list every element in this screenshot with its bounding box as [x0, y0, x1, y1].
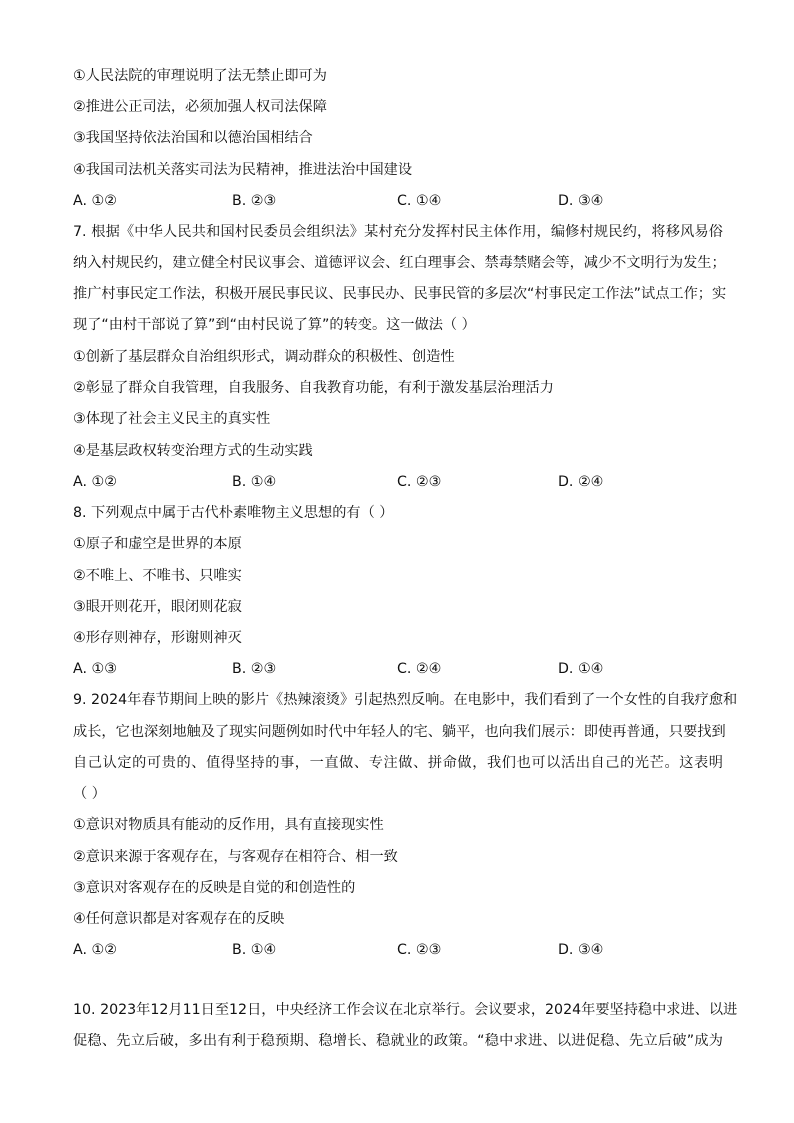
q7-stem-line-1: 7. 根据《中华人民共和国村民委员会组织法》某村充分发挥村民主体作用，编修村规民约，将移风易俗: [73, 224, 723, 240]
q8-option-b: B. ②③: [232, 661, 277, 677]
q6-item-4: ④我国司法机关落实司法为民精神，推进法治中国建设: [73, 162, 413, 178]
q7-stem-line-4: 现了“由村干部说了算”到“由村民说了算”的转变。这一做法（ ）: [73, 317, 476, 333]
q6-item-2: ②推进公正司法，必须加强人权司法保障: [73, 99, 327, 115]
q8-item-4: ④形存则神存，形谢则神灭: [73, 630, 242, 646]
q9-item-1: ①意识对物质具有能动的反作用，具有直接现实性: [73, 817, 384, 833]
q9-stem-line-2: 成长，它也深刻地触及了现实问题例如时代中年轻人的宅、躺平，也向我们展示：即使再普通，只要找到: [73, 724, 726, 740]
q6-item-3: ③我国坚持依法治国和以德治国相结合: [73, 130, 313, 146]
q9-item-2: ②意识来源于客观存在，与客观存在相符合、相一致: [73, 849, 398, 865]
q6-option-d: D. ③④: [558, 193, 604, 209]
q9-stem-line-3: 自己认定的可贵的、值得坚持的事，一直做、专注做、拼命做，我们也可以活出自己的光芒。这表明: [73, 755, 723, 771]
q10-stem-line-2: 促稳、先立后破，多出有利于稳预期、稳增长、稳就业的政策。“稳中求进、以进促稳、先立后破”成为: [73, 1033, 723, 1049]
q6-item-1: ①人民法院的审理说明了法无禁止即可为: [73, 68, 327, 84]
q9-stem-line-1: 9. 2024年春节期间上映的影片《热辣滚烫》引起热烈反响。在电影中，我们看到了一个女性的自我疗愈和: [73, 692, 738, 708]
q9-item-4: ④任何意识都是对客观存在的反映: [73, 911, 285, 927]
q7-item-4: ④是基层政权转变治理方式的生动实践: [73, 443, 313, 459]
q8-option-d: D. ①④: [558, 661, 604, 677]
q7-stem-line-3: 推广村事民定工作法，积极开展民事民议、民事民办、民事民管的多层次“村事民定工作法”试点工作；实: [73, 286, 727, 302]
q9-option-c: C. ②③: [397, 942, 442, 958]
q9-option-b: B. ①④: [232, 942, 277, 958]
q8-stem-line-1: 8. 下列观点中属于古代朴素唯物主义思想的有（ ）: [73, 505, 394, 521]
q7-item-1: ①创新了基层群众自治组织形式，调动群众的积极性、创造性: [73, 349, 455, 365]
q8-item-1: ①原子和虚空是世界的本原: [73, 536, 242, 552]
q7-stem-line-2: 纳入村规民约，建立健全村民议事会、道德评议会、红白理事会、禁毒禁赌会等，减少不文明行为发生；: [73, 255, 726, 271]
q6-option-c: C. ①④: [397, 193, 442, 209]
q6-option-b: B. ②③: [232, 193, 277, 209]
q9-item-3: ③意识对客观存在的反映是自觉的和创造性的: [73, 880, 356, 896]
q7-option-d: D. ②④: [558, 474, 604, 490]
q10-stem-line-1: 10. 2023年12月11日至12日，中央经济工作会议在北京举行。会议要求，2024年要坚持稳中求进、以进: [73, 1002, 738, 1018]
q9-stem-line-4: （ ）: [73, 786, 106, 802]
q7-option-b: B. ①④: [232, 474, 277, 490]
q7-item-2: ②彰显了群众自我管理，自我服务、自我教育功能，有利于激发基层治理活力: [73, 380, 554, 396]
q8-option-a: A. ①③: [73, 661, 117, 677]
q8-item-3: ③眼开则花开，眼闭则花寂: [73, 599, 242, 615]
q6-option-a: A. ①②: [73, 193, 117, 209]
q9-option-d: D. ③④: [558, 942, 604, 958]
q9-option-a: A. ①②: [73, 942, 117, 958]
q7-item-3: ③体现了社会主义民主的真实性: [73, 411, 271, 427]
q8-option-c: C. ②④: [397, 661, 442, 677]
q7-option-a: A. ①②: [73, 474, 117, 490]
q8-item-2: ②不唯上、不唯书、只唯实: [73, 568, 242, 584]
q7-option-c: C. ②③: [397, 474, 442, 490]
